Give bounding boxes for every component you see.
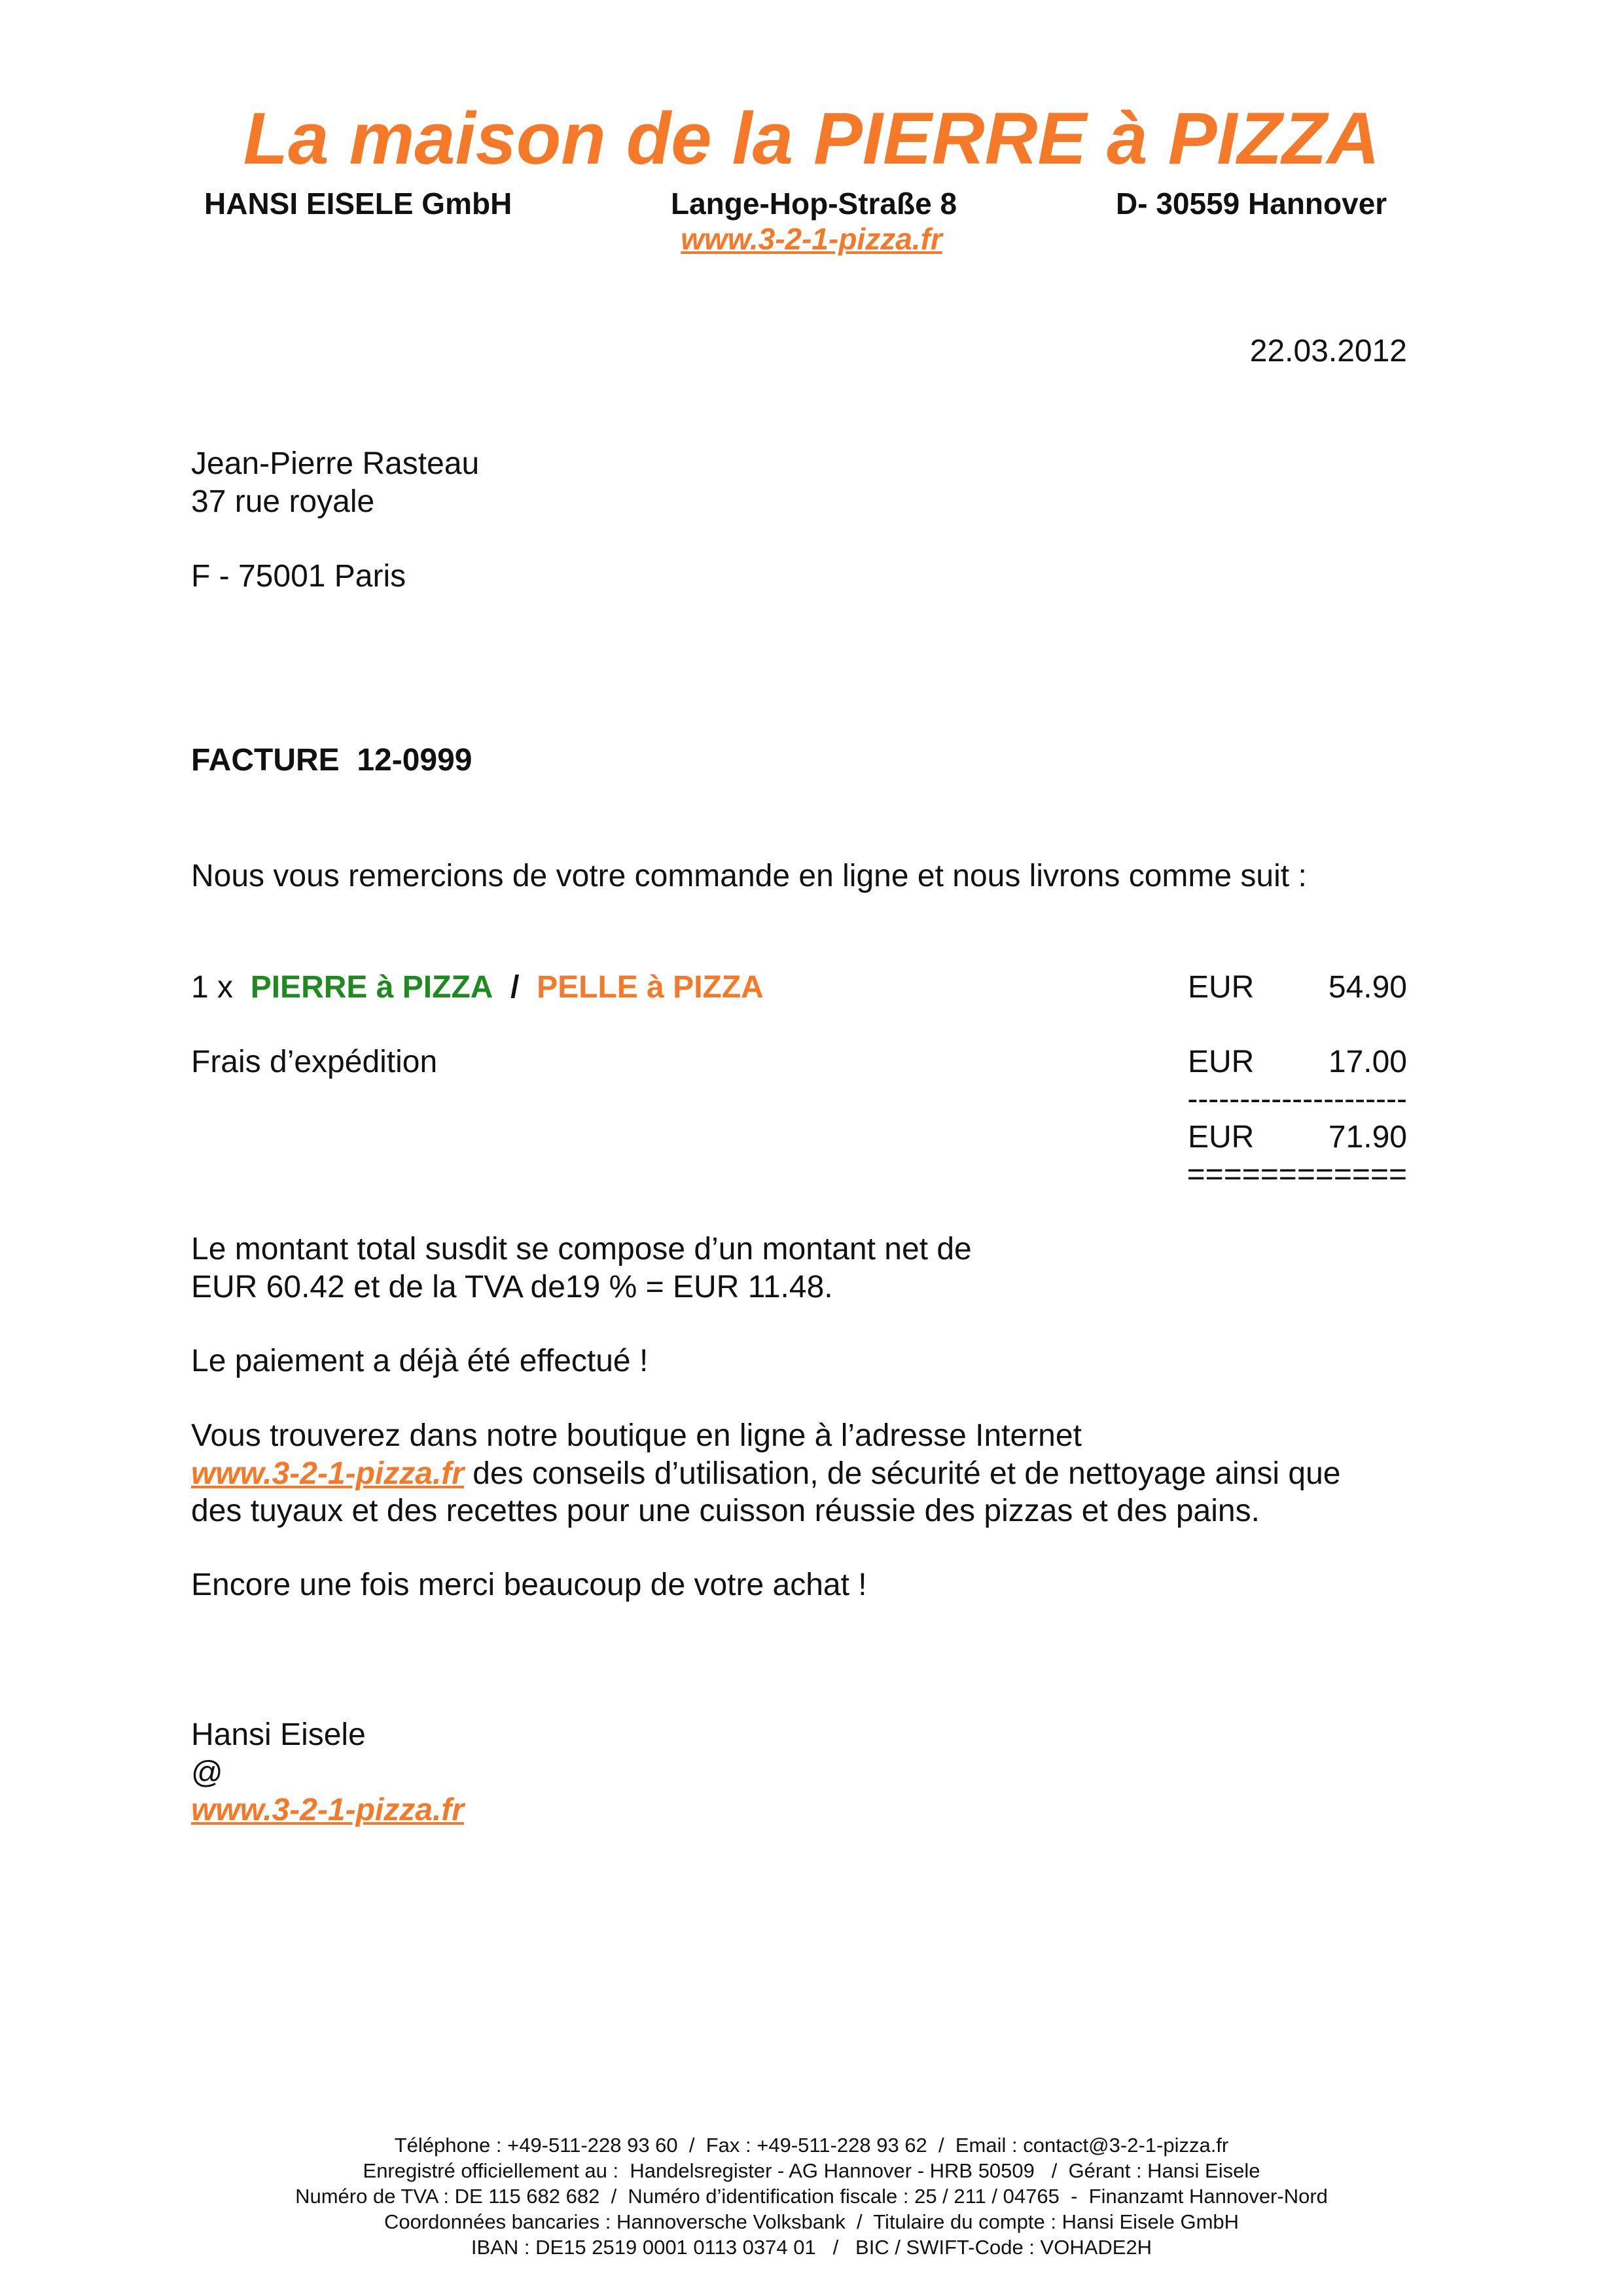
footer-iban: IBAN : DE15 2519 0001 0113 0374 01 / BIC / SWIFT-Code : VOHADE2H (471, 2236, 1152, 2259)
item-amount: 54.90 (1328, 970, 1407, 1005)
recipient-street: 37 rue royale (191, 484, 375, 519)
letterhead-title: La maison de la PIERRE à PIZZA (243, 98, 1380, 179)
shipping-currency: EUR (1188, 1045, 1255, 1079)
tax-line-2: EUR 60.42 et de la TVA de19 % = EUR 11.48. (191, 1270, 833, 1304)
recipient-city: F - 75001 Paris (191, 559, 406, 594)
shop-line-1: Vous trouverez dans notre boutique en ligne à l’adresse Internet (191, 1418, 1082, 1453)
shop-line-3: des tuyaux et des recettes pour une cuisson réussie des pizzas et des pains. (191, 1494, 1260, 1528)
company-city: D- 30559 Hannover (1116, 187, 1387, 221)
total-dash-line: --------------------- (1187, 1082, 1407, 1117)
company-name: HANSI EISELE GmbH (204, 187, 512, 221)
total-amount: 71.90 (1328, 1120, 1407, 1155)
footer-bank: Coordonnées bancaries : Hannoversche Volksbank / Titulaire du compte : Hansi Eisele GmbH (383, 2210, 1240, 2233)
item-quantity: 1 x (191, 970, 234, 1005)
signature-at: @ (191, 1755, 223, 1790)
signature-website-row (191, 1791, 464, 1829)
header-website-row (0, 221, 1623, 257)
item-currency: EUR (1188, 970, 1255, 1005)
footer (0, 2132, 1623, 2260)
item-product-peel: PELLE à PIZZA (537, 970, 764, 1005)
tax-line-1: Le montant total susdit se compose d’un montant net de (191, 1232, 972, 1266)
line-item-product (191, 969, 764, 1007)
shop-line-2-text: des conseils d’utilisation, de sécurité et de nettoyage ainsi que (463, 1456, 1341, 1491)
total-equals-line: ============ (1186, 1157, 1407, 1192)
footer-tax-ids: Numéro de TVA : DE 115 682 682 / Numéro d’identification fiscale : 25 / 211 / 04765 - Finanzamt Hannover-Nord (295, 2185, 1328, 2208)
footer-registration: Enregistré officiellement au : Handelsregister - AG Hannover - HRB 50509 / Gérant : Hansi Eisele (363, 2159, 1260, 2182)
payment-status: Le paiement a déjà été effectué ! (191, 1344, 649, 1378)
signature-website-link[interactable]: www.3-2-1-pizza.fr (191, 1793, 464, 1827)
item-separator: / (510, 970, 520, 1005)
recipient-name: Jean-Pierre Rasteau (191, 446, 480, 481)
shipping-amount: 17.00 (1328, 1045, 1407, 1079)
invoice-date: 22.03.2012 (1249, 334, 1407, 368)
footer-contact: Téléphone : +49-511-228 93 60 / Fax : +49-511-228 93 62 / Email : contact@3-2-1-pizza.fr (394, 2134, 1229, 2157)
shop-website-link[interactable]: www.3-2-1-pizza.fr (191, 1456, 464, 1491)
item-product-stone: PIERRE à PIZZA (250, 970, 493, 1005)
header-website-link[interactable]: www.3-2-1-pizza.fr (681, 222, 942, 256)
shop-line-2 (191, 1455, 1340, 1493)
shipping-description: Frais d’expédition (191, 1045, 438, 1079)
total-currency: EUR (1188, 1120, 1255, 1155)
thanks-line: Encore une fois merci beaucoup de votre achat ! (191, 1568, 867, 1602)
invoice-title: FACTURE 12-0999 (191, 743, 473, 778)
signature-name: Hansi Eisele (191, 1717, 366, 1752)
company-street: Lange-Hop-Straße 8 (671, 187, 957, 221)
invoice-intro: Nous vous remercions de votre commande en ligne et nous livrons comme suit : (191, 859, 1307, 893)
